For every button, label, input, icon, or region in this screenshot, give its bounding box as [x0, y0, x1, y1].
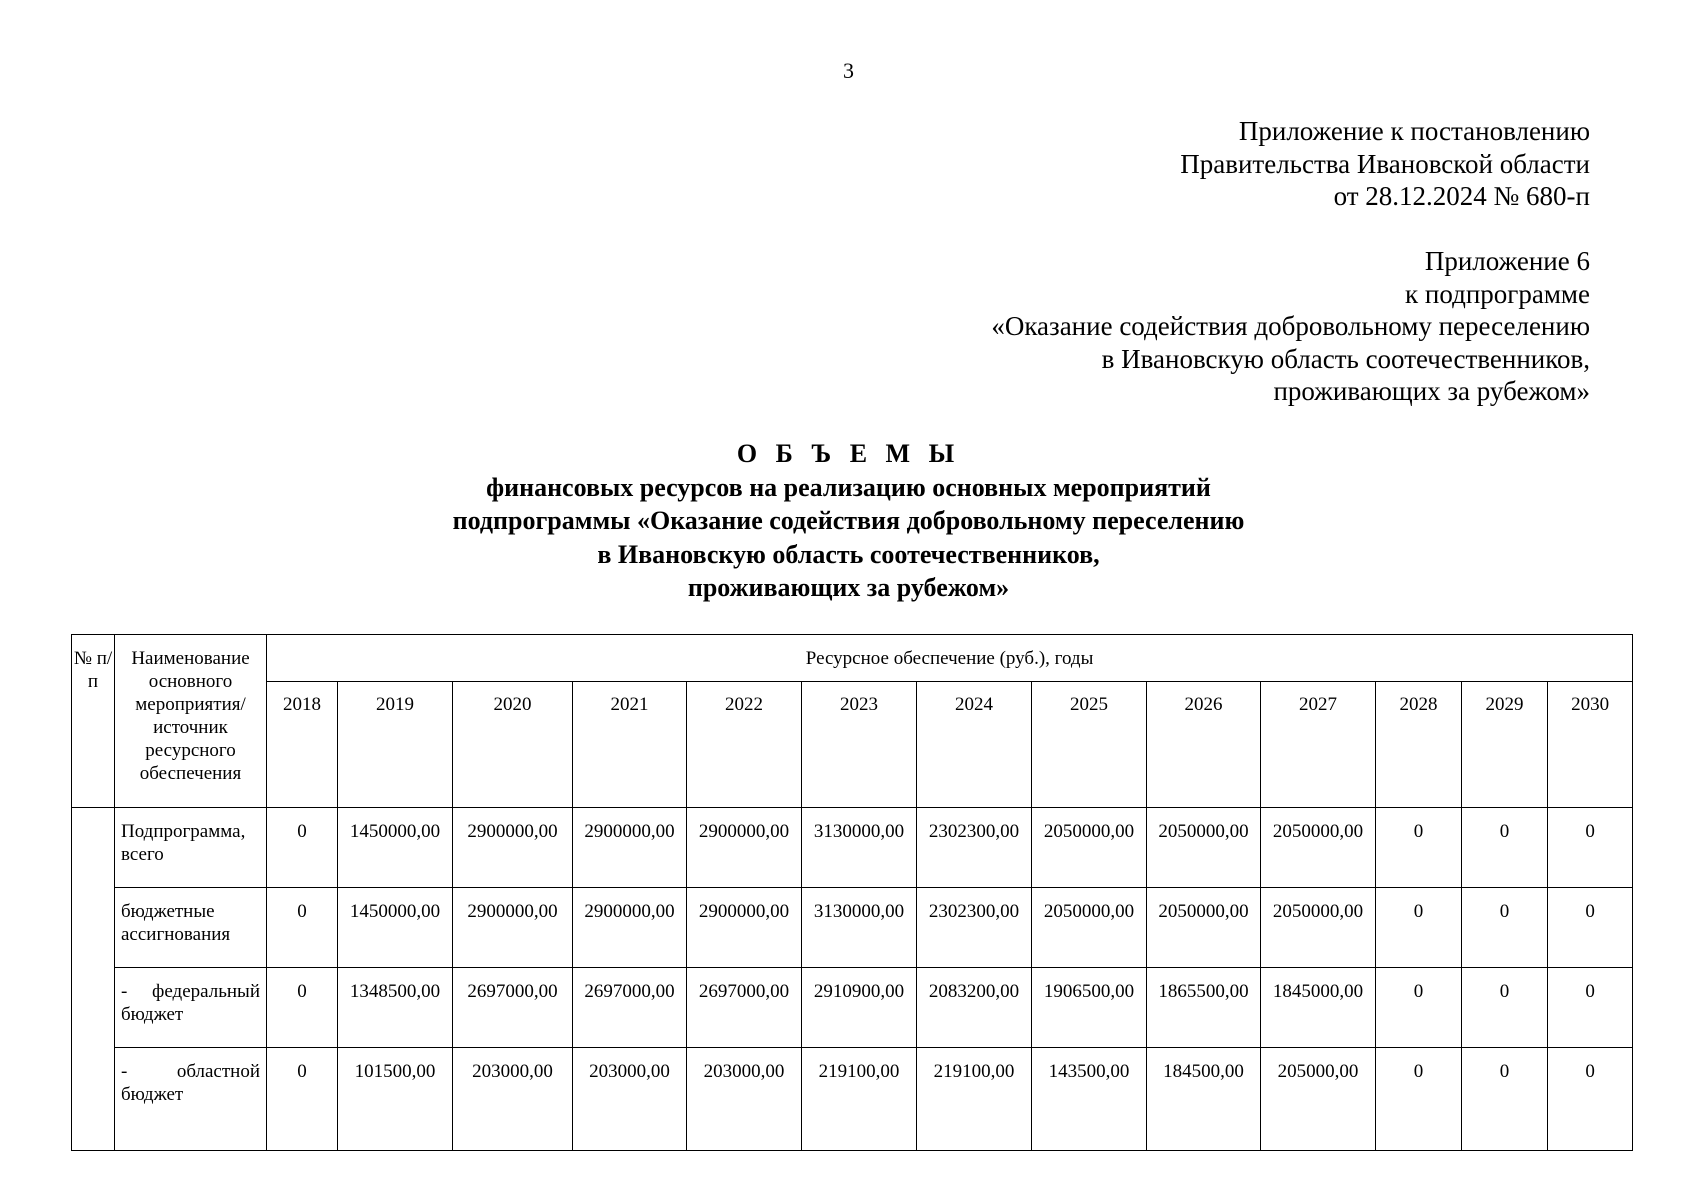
header-year: 2026 — [1147, 682, 1261, 808]
table-cell-2027: 2050000,00 — [1261, 808, 1376, 888]
table-cell-2030: 0 — [1548, 1048, 1633, 1151]
table-cell-2018: 0 — [267, 968, 338, 1048]
table-cell-2025: 2050000,00 — [1032, 888, 1147, 968]
table-cell-2027: 1845000,00 — [1261, 968, 1376, 1048]
table-cell-2030: 0 — [1548, 888, 1633, 968]
table-cell-2030: 0 — [1548, 968, 1633, 1048]
table-cell-2020: 203000,00 — [453, 1048, 573, 1151]
table-cell-2023: 3130000,00 — [802, 808, 917, 888]
table-cell-2020: 2697000,00 — [453, 968, 573, 1048]
title-line: подпрограммы «Оказание содействия добровольному переселению — [452, 506, 1245, 535]
table-cell-2022: 203000,00 — [687, 1048, 802, 1151]
document-title — [0, 437, 1697, 605]
table-cell-2025: 2050000,00 — [1032, 808, 1147, 888]
table-cell-2026: 184500,00 — [1147, 1048, 1261, 1151]
table-cell-2019: 101500,00 — [338, 1048, 453, 1151]
table-cell-2027: 2050000,00 — [1261, 888, 1376, 968]
table-cell-2024: 2302300,00 — [917, 888, 1032, 968]
table-cell-2029: 0 — [1462, 1048, 1548, 1151]
appendix-line: Приложение 6 — [1424, 246, 1590, 276]
table-cell-2026: 1865500,00 — [1147, 968, 1261, 1048]
appendix-line: Приложение к постановлению — [1238, 116, 1590, 146]
header-year: 2024 — [917, 682, 1032, 808]
appendix-to-subprogram — [991, 245, 1590, 408]
table-body — [72, 808, 1633, 1151]
table-cell-2026: 2050000,00 — [1147, 808, 1261, 888]
table-cell-2022: 2900000,00 — [687, 808, 802, 888]
table-cell-2019: 1450000,00 — [338, 888, 453, 968]
header-year: 2030 — [1548, 682, 1633, 808]
header-year: 2020 — [453, 682, 573, 808]
table-cell-2028: 0 — [1376, 808, 1462, 888]
appendix-line: в Ивановскую область соотечественников, — [1101, 343, 1590, 374]
table-cell-2026: 2050000,00 — [1147, 888, 1261, 968]
header-year: 2022 — [687, 682, 802, 808]
table-cell-2029: 0 — [1462, 888, 1548, 968]
table-cell-2018: 0 — [267, 1048, 338, 1151]
table-header-row — [72, 635, 1633, 682]
table-cell-2030: 0 — [1548, 808, 1633, 888]
header-number: № п/п — [72, 635, 115, 808]
table-cell-2020: 2900000,00 — [453, 888, 573, 968]
table-cell-2025: 1906500,00 — [1032, 968, 1147, 1048]
table-cell-2019: 1450000,00 — [338, 808, 453, 888]
table-cell-2024: 2302300,00 — [917, 808, 1032, 888]
header-year: 2029 — [1462, 682, 1548, 808]
title-line: в Ивановскую область соотечественников, — [597, 539, 1100, 569]
appendix-line: от 28.12.2024 № 680-п — [1333, 181, 1590, 211]
table-cell-2024: 2083200,00 — [917, 968, 1032, 1048]
table-cell-2023: 219100,00 — [802, 1048, 917, 1151]
header-year: 2028 — [1376, 682, 1462, 808]
table-cell-2023: 2910900,00 — [802, 968, 917, 1048]
row-name-part: бюджетные — [121, 901, 215, 922]
table-cell-2024: 219100,00 — [917, 1048, 1032, 1151]
table-cell-2028: 0 — [1376, 968, 1462, 1048]
table-cell-2021: 2900000,00 — [573, 888, 687, 968]
row-name-part: - — [121, 981, 128, 1002]
title-heading: О Б Ъ Е М Ы — [736, 439, 961, 468]
table-cell-2027: 205000,00 — [1261, 1048, 1376, 1151]
table-years-row — [72, 682, 1633, 808]
header-resource-provision: Ресурсное обеспечение (руб.), годы — [267, 635, 1633, 682]
header-year: 2023 — [802, 682, 917, 808]
table-cell-2023: 3130000,00 — [802, 888, 917, 968]
appendix-line: «Оказание содействия добровольному переселению — [991, 311, 1590, 341]
row-name-part: всего — [121, 844, 164, 865]
table-cell-2021: 2697000,00 — [573, 968, 687, 1048]
title-line: финансовых ресурсов на реализацию основных мероприятий — [486, 472, 1211, 502]
table-cell-2021: 2900000,00 — [573, 808, 687, 888]
row-name-part: Подпрограмма, — [121, 821, 246, 842]
appendix-to-resolution — [1180, 115, 1590, 213]
title-line: проживающих за рубежом» — [687, 573, 1010, 602]
funding-table — [71, 634, 1633, 1151]
table-row — [72, 888, 1633, 968]
header-year: 2019 — [338, 682, 453, 808]
table-cell-2021: 203000,00 — [573, 1048, 687, 1151]
row-name-cell — [115, 808, 267, 888]
table-cell-2022: 2697000,00 — [687, 968, 802, 1048]
header-name: Наименование основного мероприятия/ источник ресурсного обеспечения — [115, 635, 267, 808]
table-cell-2018: 0 — [267, 888, 338, 968]
header-year: 2021 — [573, 682, 687, 808]
table-cell-2020: 2900000,00 — [453, 808, 573, 888]
table-cell-2025: 143500,00 — [1032, 1048, 1147, 1151]
table-cell-2029: 0 — [1462, 968, 1548, 1048]
row-name-cell — [115, 1048, 267, 1151]
row-name-part: областной — [176, 1061, 260, 1082]
row-name-part: бюджет — [121, 1084, 184, 1105]
table-row — [72, 1048, 1633, 1151]
row-name-part: бюджет — [121, 1004, 184, 1025]
table-cell-2029: 0 — [1462, 808, 1548, 888]
row-number-cell — [72, 808, 115, 1151]
appendix-line: к подпрограмме — [1405, 278, 1590, 309]
table-cell-2019: 1348500,00 — [338, 968, 453, 1048]
row-name-cell — [115, 968, 267, 1048]
table-cell-2022: 2900000,00 — [687, 888, 802, 968]
header-year: 2027 — [1261, 682, 1376, 808]
table-row — [72, 968, 1633, 1048]
row-name-part: ассигнования — [121, 924, 231, 945]
header-year: 2018 — [267, 682, 338, 808]
header-year: 2025 — [1032, 682, 1147, 808]
appendix-line: Правительства Ивановской области — [1180, 148, 1590, 179]
row-name-part: федеральный — [152, 981, 260, 1002]
row-name-part: - — [121, 1061, 128, 1082]
table-cell-2018: 0 — [267, 808, 338, 888]
page-number: 3 — [843, 58, 854, 83]
appendix-line: проживающих за рубежом» — [1273, 376, 1590, 406]
table-row — [72, 808, 1633, 888]
table-cell-2028: 0 — [1376, 1048, 1462, 1151]
table-cell-2028: 0 — [1376, 888, 1462, 968]
row-name-cell — [115, 888, 267, 968]
